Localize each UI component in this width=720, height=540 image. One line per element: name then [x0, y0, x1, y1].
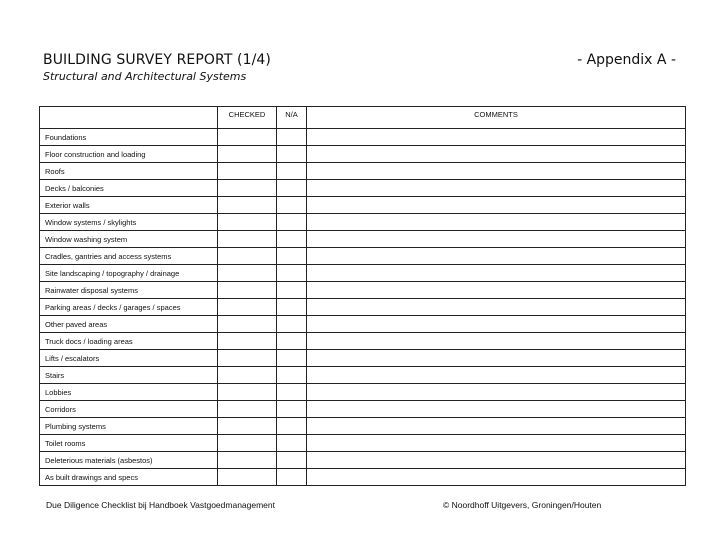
column-header-comments: COMMENTS [307, 107, 686, 129]
table-row [40, 333, 686, 350]
row-label: Roofs [40, 163, 218, 180]
na-cell[interactable] [277, 282, 307, 299]
na-cell[interactable] [277, 418, 307, 435]
row-label: Site landscaping / topography / drainage [40, 265, 218, 282]
checked-cell[interactable] [218, 418, 277, 435]
comments-cell[interactable] [307, 452, 686, 469]
column-header-na: N/A [277, 107, 307, 129]
na-cell[interactable] [277, 180, 307, 197]
comments-cell[interactable] [307, 265, 686, 282]
table-row [40, 248, 686, 265]
table-row [40, 350, 686, 367]
table-row [40, 265, 686, 282]
row-label: Plumbing systems [40, 418, 218, 435]
na-cell[interactable] [277, 265, 307, 282]
row-label: Decks / balconies [40, 180, 218, 197]
na-cell[interactable] [277, 231, 307, 248]
row-label: Lobbies [40, 384, 218, 401]
comments-cell[interactable] [307, 163, 686, 180]
na-cell[interactable] [277, 316, 307, 333]
row-label: Stairs [40, 367, 218, 384]
page-subtitle: Structural and Architectural Systems [43, 70, 247, 83]
row-label: Floor construction and loading [40, 146, 218, 163]
checked-cell[interactable] [218, 197, 277, 214]
row-label: Exterior walls [40, 197, 218, 214]
table-header-row [40, 107, 686, 129]
table-row [40, 418, 686, 435]
checked-cell[interactable] [218, 248, 277, 265]
table-row [40, 163, 686, 180]
na-cell[interactable] [277, 163, 307, 180]
comments-cell[interactable] [307, 418, 686, 435]
comments-cell[interactable] [307, 231, 686, 248]
na-cell[interactable] [277, 469, 307, 486]
checked-cell[interactable] [218, 265, 277, 282]
table-row [40, 146, 686, 163]
page-title: BUILDING SURVEY REPORT (1/4) [43, 52, 271, 68]
na-cell[interactable] [277, 435, 307, 452]
na-cell[interactable] [277, 299, 307, 316]
checked-cell[interactable] [218, 435, 277, 452]
comments-cell[interactable] [307, 214, 686, 231]
row-label: Window washing system [40, 231, 218, 248]
checked-cell[interactable] [218, 384, 277, 401]
table-row [40, 214, 686, 231]
na-cell[interactable] [277, 248, 307, 265]
row-label: Truck docs / loading areas [40, 333, 218, 350]
comments-cell[interactable] [307, 401, 686, 418]
table-row [40, 129, 686, 146]
row-label: Parking areas / decks / garages / spaces [40, 299, 218, 316]
checked-cell[interactable] [218, 350, 277, 367]
comments-cell[interactable] [307, 316, 686, 333]
checked-cell[interactable] [218, 299, 277, 316]
table-row [40, 231, 686, 248]
na-cell[interactable] [277, 197, 307, 214]
comments-cell[interactable] [307, 435, 686, 452]
row-label: Rainwater disposal systems [40, 282, 218, 299]
na-cell[interactable] [277, 367, 307, 384]
checked-cell[interactable] [218, 146, 277, 163]
checked-cell[interactable] [218, 316, 277, 333]
row-label: Window systems / skylights [40, 214, 218, 231]
row-label: Toilet rooms [40, 435, 218, 452]
table-row [40, 282, 686, 299]
comments-cell[interactable] [307, 333, 686, 350]
row-label: Lifts / escalators [40, 350, 218, 367]
na-cell[interactable] [277, 333, 307, 350]
row-label: Cradles, gantries and access systems [40, 248, 218, 265]
table-row [40, 367, 686, 384]
table-row [40, 384, 686, 401]
na-cell[interactable] [277, 214, 307, 231]
comments-cell[interactable] [307, 197, 686, 214]
comments-cell[interactable] [307, 146, 686, 163]
table-row [40, 401, 686, 418]
comments-cell[interactable] [307, 299, 686, 316]
checked-cell[interactable] [218, 333, 277, 350]
comments-cell[interactable] [307, 350, 686, 367]
na-cell[interactable] [277, 452, 307, 469]
row-label: Corridors [40, 401, 218, 418]
comments-cell[interactable] [307, 248, 686, 265]
table-row [40, 435, 686, 452]
appendix-label: - Appendix A - [577, 52, 676, 68]
column-header-checked: CHECKED [218, 107, 277, 129]
table-row [40, 180, 686, 197]
comments-cell[interactable] [307, 469, 686, 486]
table-row [40, 316, 686, 333]
table-row [40, 452, 686, 469]
row-label: As built drawings and specs [40, 469, 218, 486]
checked-cell[interactable] [218, 163, 277, 180]
footer-copyright: © Noordhoff Uitgevers, Groningen/Houten [443, 500, 602, 510]
table-row [40, 299, 686, 316]
na-cell[interactable] [277, 384, 307, 401]
comments-cell[interactable] [307, 384, 686, 401]
checked-cell[interactable] [218, 401, 277, 418]
survey-table [39, 106, 686, 486]
checked-cell[interactable] [218, 282, 277, 299]
row-label: Foundations [40, 129, 218, 146]
table-row [40, 197, 686, 214]
checked-cell[interactable] [218, 180, 277, 197]
comments-cell[interactable] [307, 129, 686, 146]
row-label: Deleterious materials (asbestos) [40, 452, 218, 469]
table-row [40, 469, 686, 486]
na-cell[interactable] [277, 350, 307, 367]
na-cell[interactable] [277, 401, 307, 418]
checked-cell[interactable] [218, 214, 277, 231]
checked-cell[interactable] [218, 452, 277, 469]
footer-source: Due Diligence Checklist bij Handboek Vastgoedmanagement [46, 500, 276, 510]
row-label: Other paved areas [40, 316, 218, 333]
checked-cell[interactable] [218, 129, 277, 146]
comments-cell[interactable] [307, 180, 686, 197]
comments-cell[interactable] [307, 367, 686, 384]
column-header-item [40, 107, 218, 129]
na-cell[interactable] [277, 129, 307, 146]
comments-cell[interactable] [307, 282, 686, 299]
checked-cell[interactable] [218, 469, 277, 486]
na-cell[interactable] [277, 146, 307, 163]
checked-cell[interactable] [218, 367, 277, 384]
checked-cell[interactable] [218, 231, 277, 248]
